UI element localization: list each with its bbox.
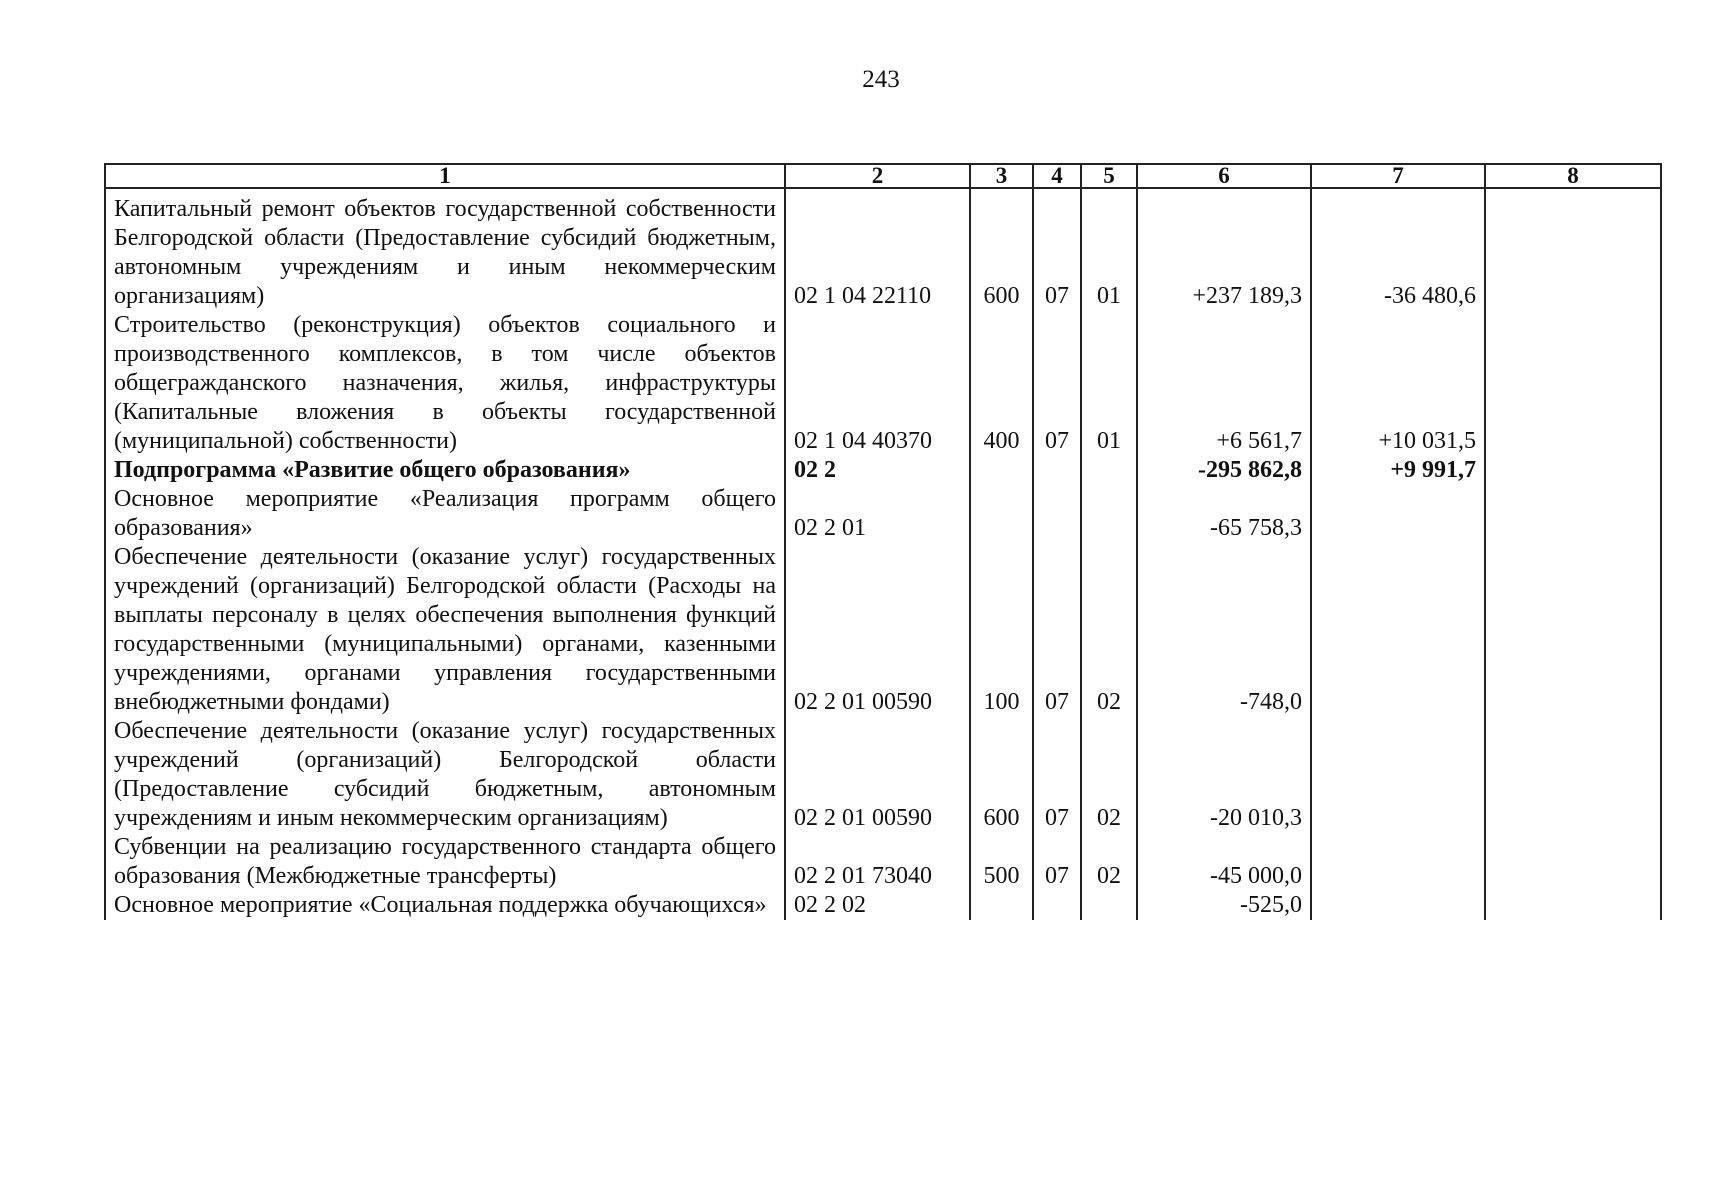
table-row xyxy=(105,891,1661,920)
row-code: 02 1 04 40370 xyxy=(785,311,970,456)
page-number: 243 xyxy=(862,66,900,93)
row-code: 02 1 04 22110 xyxy=(785,188,970,311)
header-col-4: 4 xyxy=(1033,164,1081,188)
row-name: Строительство (реконструкция) объектов социального и производственного комплексов, в том числе объектов общегражданского назначения, жилья, инфраструктуры (Капитальные вложения в объекты государственной (муниципальной) собственности) xyxy=(105,311,785,456)
row-col-7 xyxy=(1311,891,1485,920)
row-col-7 xyxy=(1311,543,1485,717)
row-col-4 xyxy=(1033,485,1081,543)
row-code: 02 2 01 00590 xyxy=(785,543,970,717)
header-col-2: 2 xyxy=(785,164,970,188)
row-name: Основное мероприятие «Социальная поддержка обучающихся» xyxy=(105,891,785,920)
header-col-8: 8 xyxy=(1485,164,1661,188)
row-col-4: 07 xyxy=(1033,311,1081,456)
row-col-7 xyxy=(1311,833,1485,891)
header-col-3: 3 xyxy=(970,164,1033,188)
row-col-3: 500 xyxy=(970,833,1033,891)
row-col-8 xyxy=(1485,456,1661,485)
row-col-5: 02 xyxy=(1081,543,1137,717)
row-col-4: 07 xyxy=(1033,188,1081,311)
row-col-5: 01 xyxy=(1081,188,1137,311)
row-col-5: 02 xyxy=(1081,833,1137,891)
row-col-8 xyxy=(1485,543,1661,717)
row-col-5 xyxy=(1081,485,1137,543)
row-col-4 xyxy=(1033,456,1081,485)
row-code: 02 2 02 xyxy=(785,891,970,920)
row-col-8 xyxy=(1485,188,1661,311)
header-row xyxy=(105,164,1661,188)
row-col-6: +6 561,7 xyxy=(1137,311,1311,456)
row-col-3 xyxy=(970,485,1033,543)
row-col-3 xyxy=(970,891,1033,920)
table-header xyxy=(105,164,1661,188)
row-col-5: 02 xyxy=(1081,717,1137,833)
table-row xyxy=(105,188,1661,311)
row-col-8 xyxy=(1485,891,1661,920)
row-col-7: -36 480,6 xyxy=(1311,188,1485,311)
row-col-3: 600 xyxy=(970,188,1033,311)
row-col-4: 07 xyxy=(1033,833,1081,891)
row-col-5 xyxy=(1081,456,1137,485)
header-col-5: 5 xyxy=(1081,164,1137,188)
header-col-7: 7 xyxy=(1311,164,1485,188)
table-body xyxy=(105,188,1661,920)
row-code: 02 2 xyxy=(785,456,970,485)
row-col-8 xyxy=(1485,717,1661,833)
table-row xyxy=(105,717,1661,833)
table-row xyxy=(105,833,1661,891)
table-row xyxy=(105,311,1661,456)
budget-table xyxy=(104,163,1662,920)
header-col-6: 6 xyxy=(1137,164,1311,188)
row-code: 02 2 01 00590 xyxy=(785,717,970,833)
row-col-8 xyxy=(1485,833,1661,891)
row-col-7 xyxy=(1311,485,1485,543)
row-col-3: 400 xyxy=(970,311,1033,456)
row-col-5: 01 xyxy=(1081,311,1137,456)
table-row xyxy=(105,485,1661,543)
row-code: 02 2 01 73040 xyxy=(785,833,970,891)
row-name: Обеспечение деятельности (оказание услуг) государственных учреждений (организаций) Белгородской области (Расходы на выплаты персоналу в целях обеспечения выполнения функций государственными (муниципальными) органами, казенными учреждениями, органами управления государственными внебюджетными фондами) xyxy=(105,543,785,717)
row-col-6: -65 758,3 xyxy=(1137,485,1311,543)
row-col-6: -748,0 xyxy=(1137,543,1311,717)
row-col-7: +9 991,7 xyxy=(1311,456,1485,485)
table-row-subprogram xyxy=(105,456,1661,485)
row-col-8 xyxy=(1485,485,1661,543)
row-col-3: 600 xyxy=(970,717,1033,833)
row-col-7: +10 031,5 xyxy=(1311,311,1485,456)
row-name: Подпрограмма «Развитие общего образования» xyxy=(105,456,785,485)
row-col-7 xyxy=(1311,717,1485,833)
row-name: Капитальный ремонт объектов государственной собственности Белгородской области (Предоставление субсидий бюджетным, автономным учреждениям и иным некоммерческим организациям) xyxy=(105,188,785,311)
row-col-4 xyxy=(1033,891,1081,920)
row-col-5 xyxy=(1081,891,1137,920)
row-col-4: 07 xyxy=(1033,543,1081,717)
table-row xyxy=(105,543,1661,717)
row-name: Обеспечение деятельности (оказание услуг) государственных учреждений (организаций) Белгородской области (Предоставление субсидий бюджетным, автономным учреждениям и иным некоммерческим организациям) xyxy=(105,717,785,833)
row-col-6: -45 000,0 xyxy=(1137,833,1311,891)
row-col-3 xyxy=(970,456,1033,485)
row-code: 02 2 01 xyxy=(785,485,970,543)
row-col-8 xyxy=(1485,311,1661,456)
row-name: Основное мероприятие «Реализация программ общего образования» xyxy=(105,485,785,543)
row-col-4: 07 xyxy=(1033,717,1081,833)
header-col-1: 1 xyxy=(105,164,785,188)
row-col-6: -295 862,8 xyxy=(1137,456,1311,485)
row-col-3: 100 xyxy=(970,543,1033,717)
row-col-6: -20 010,3 xyxy=(1137,717,1311,833)
row-col-6: -525,0 xyxy=(1137,891,1311,920)
row-name: Субвенции на реализацию государственного стандарта общего образования (Межбюджетные трансферты) xyxy=(105,833,785,891)
row-col-6: +237 189,3 xyxy=(1137,188,1311,311)
